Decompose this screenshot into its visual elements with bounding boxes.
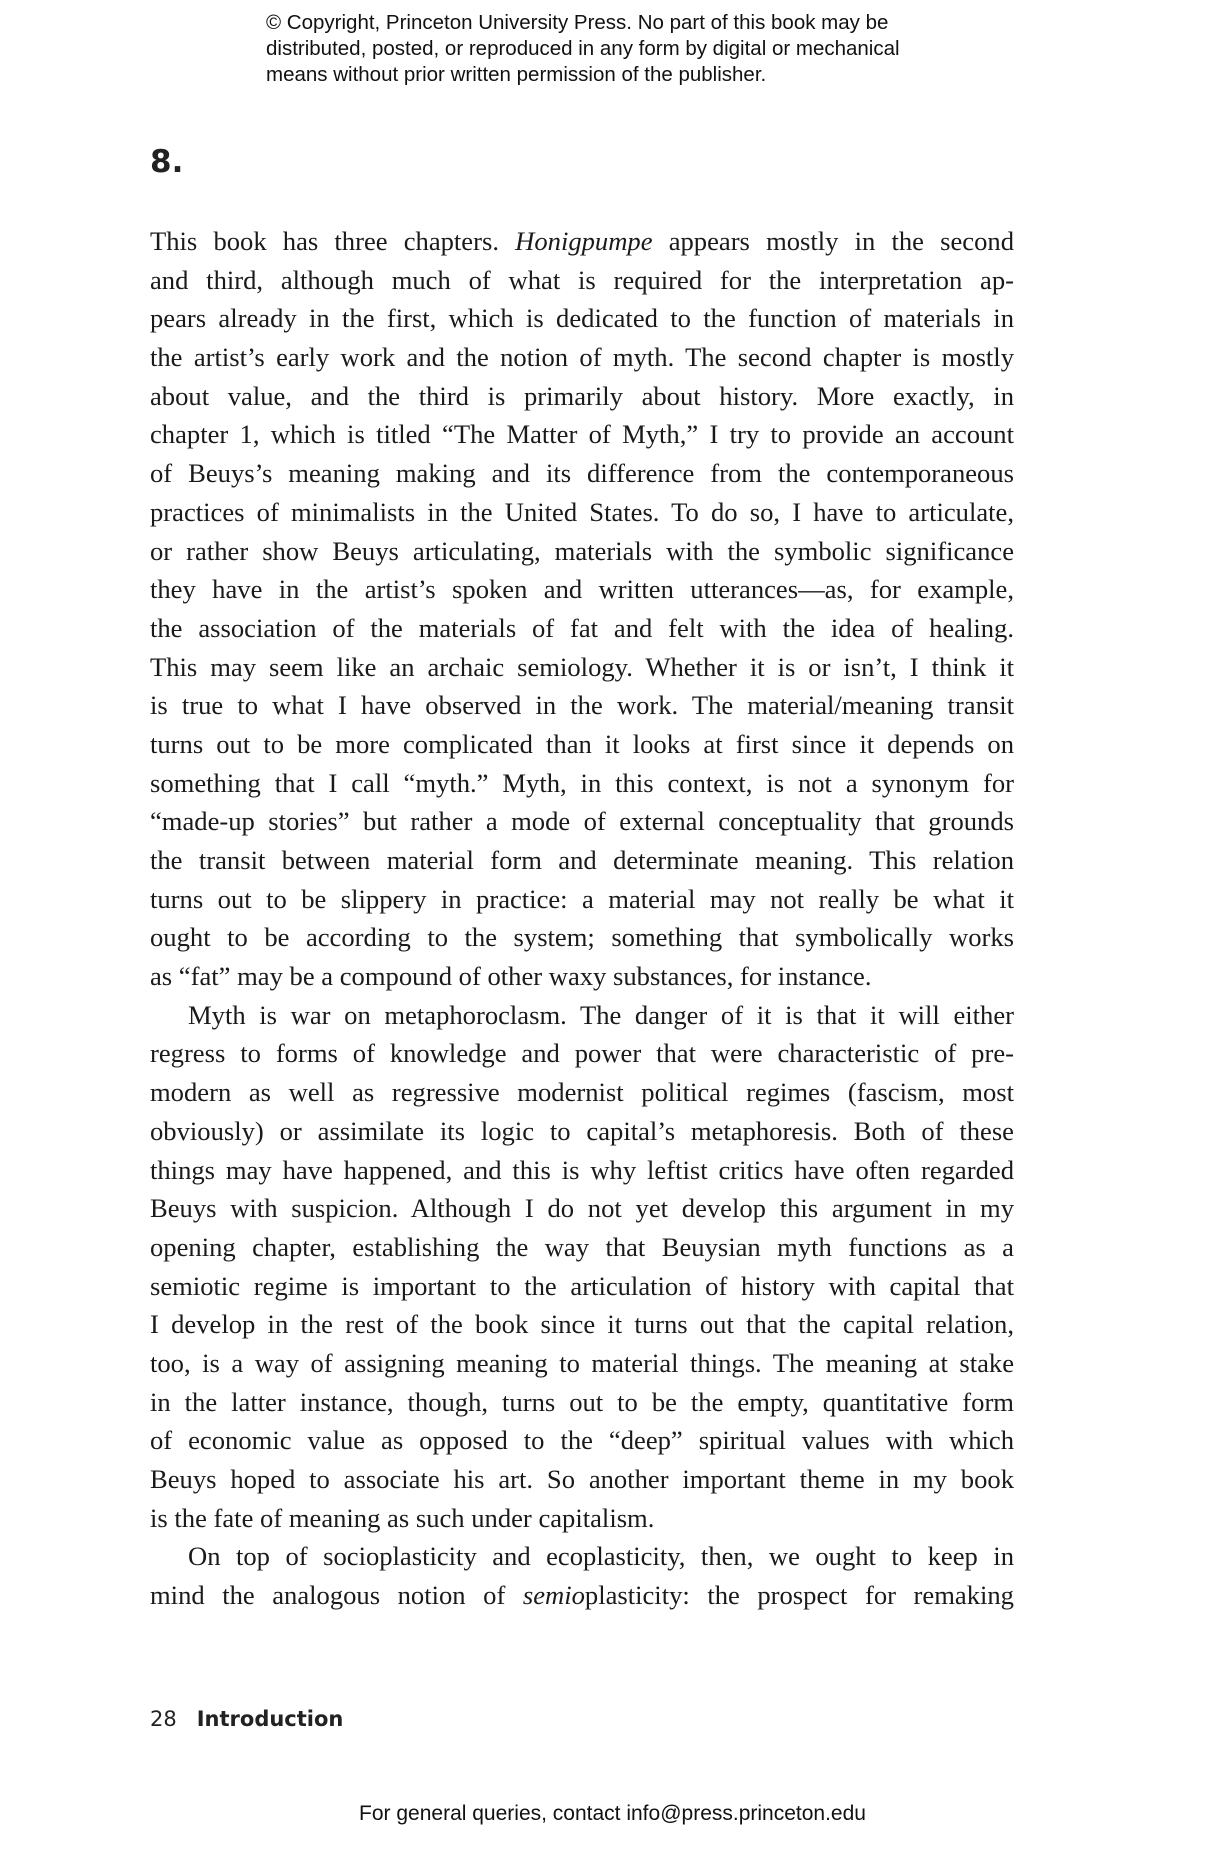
text-line: the transit between material form and determinate meaning. This relation	[150, 845, 1014, 875]
text-line: of economic value as opposed to the “deep” spiritual values with which	[150, 1425, 1014, 1456]
text-line: On top of socioplasticity and ecoplasticity, then, we ought to keep in	[188, 1541, 1014, 1572]
text-line: turns out to be slippery in practice: a material may not really be what it	[150, 883, 1014, 914]
text-line: in the latter instance, though, turns out to be the empty, quantitative form	[150, 1386, 1014, 1417]
copyright-notice	[266, 10, 986, 88]
text-line: regress to forms of knowledge and power that were characteristic of pre-	[150, 1038, 1014, 1069]
italic-term: semio	[522, 1580, 585, 1611]
text-line: and third, although much of what is required for the interpretation ap-	[150, 264, 1014, 295]
text-line: something that I call “myth.” Myth, in this context, is not a synonym for	[150, 767, 1014, 798]
copyright-line: means without prior written permission of the publisher.	[266, 63, 767, 86]
contact-notice: For general queries, contact info@press.princeton.edu	[359, 1802, 866, 1825]
text-line: Beuys with suspicion. Although I do not yet develop this argument in my	[150, 1193, 1014, 1224]
text-line: is the fate of meaning as such under capitalism.	[150, 1502, 655, 1533]
text-line: This may seem like an archaic semiology. Whether it is or isn’t, I think it	[150, 651, 1014, 682]
page-number: 28	[150, 1707, 177, 1731]
text-line: or rather show Beuys articulating, materials with the symbolic significance	[150, 535, 1014, 566]
text-line: the artist’s early work and the notion of myth. The second chapter is mostly	[150, 342, 1014, 373]
text-line: “made-up stories” but rather a mode of external conceptuality that grounds	[150, 806, 1014, 837]
text-line: semiotic regime is important to the articulation of history with capital that	[150, 1270, 1014, 1301]
text-line: opening chapter, establishing the way that Beuysian myth functions as a	[150, 1231, 1014, 1262]
text-line: as “fat” may be a compound of other waxy substances, for instance.	[150, 961, 872, 992]
text-line: too, is a way of assigning meaning to material things. The meaning at stake	[150, 1347, 1014, 1378]
text-line: is true to what I have observed in the work. The material/meaning transit	[150, 690, 1014, 721]
text-line: turns out to be more complicated than it looks at first since it depends on	[150, 728, 1014, 759]
running-title: Introduction	[196, 1707, 344, 1731]
text-line: things may have happened, and this is why leftist critics have often regarded	[150, 1154, 1014, 1185]
text-line: This book has three chapters. Honigpumpe appears mostly in the second	[150, 226, 1014, 256]
text-line: ought to be according to the system; something that symbolically works	[150, 922, 1014, 953]
text-line: about value, and the third is primarily about history. More exactly, in	[150, 380, 1014, 411]
italic-title: Honigpumpe	[515, 226, 653, 256]
text-line: obviously) or assimilate its logic to capital’s metaphoresis. Both of these	[150, 1115, 1014, 1146]
text-line: pears already in the first, which is dedicated to the function of materials in	[150, 303, 1014, 334]
text-line: practices of minimalists in the United States. To do so, I have to articulate,	[150, 496, 1014, 527]
text-line: of Beuys’s meaning making and its difference from the contemporaneous	[150, 458, 1014, 489]
copyright-line: distributed, posted, or reproduced in any form by digital or mechanical	[266, 37, 900, 60]
text-line: they have in the artist’s spoken and written utterances—as, for example,	[150, 574, 1014, 605]
copyright-line: © Copyright, Princeton University Press. No part of this book may be	[266, 11, 889, 34]
text-line: modern as well as regressive modernist political regimes (fascism, most	[150, 1077, 1014, 1108]
text-line: I develop in the rest of the book since it turns out that the capital relation,	[150, 1309, 1014, 1340]
text-line: the association of the materials of fat and felt with the idea of healing.	[150, 612, 1014, 643]
text-line: mind the analogous notion of semioplasticity: the prospect for remaking	[150, 1580, 1014, 1611]
text-line: Beuys hoped to associate his art. So another important theme in my book	[150, 1464, 1014, 1494]
running-footer	[150, 1705, 343, 1733]
text-line: chapter 1, which is titled “The Matter of Myth,” I try to provide an account	[150, 419, 1014, 450]
text-line: Myth is war on metaphoroclasm. The danger of it is that it will either	[188, 999, 1014, 1030]
section-number: 8.	[150, 144, 184, 180]
body-text	[150, 222, 1014, 1615]
